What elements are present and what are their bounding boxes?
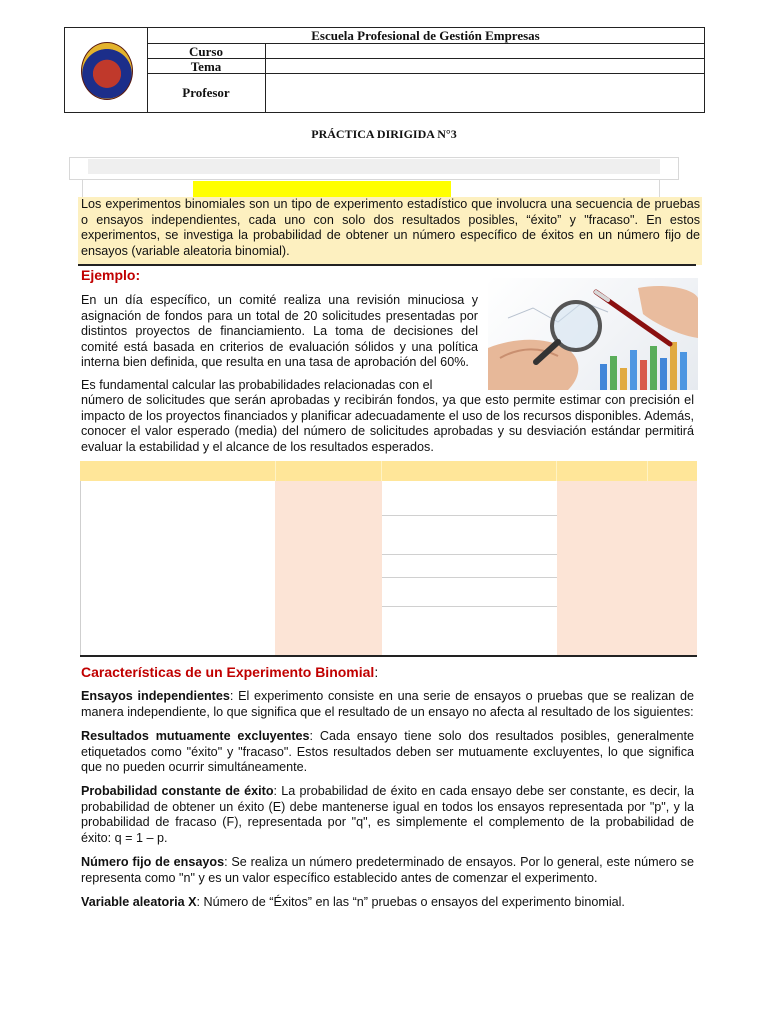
characteristic-term: Número fijo de ensayos: [81, 855, 225, 869]
characteristic-term: Probabilidad constante de éxito: [81, 784, 274, 798]
table-header: [80, 461, 697, 481]
characteristic-item: [81, 689, 694, 720]
practice-title: PRÁCTICA DIRIGIDA N°3: [311, 127, 457, 141]
characteristic-item: [81, 784, 694, 846]
profesor-row: [147, 74, 704, 112]
characteristic-text: : Se realiza un número predeterminado de ensayos. Por lo general, este número se representa como "n" y es un valor específico establecido antes de comenzar el experimento.: [81, 855, 694, 885]
intro-box: [78, 197, 702, 265]
characteristic-term: Resultados mutuamente excluyentes: [81, 729, 310, 743]
example-paragraph-1: En un día específico, un comité realiza una revisión minuciosa y asignación de fondos para un total de 20 solicitudes presentadas por distintos proyectos de financiamiento. La toma de decisiones del comité está basada en criterios de evaluación sólidos y una política interna bien definida, que resulta en una tasa de aprobación del 60%.: [81, 293, 478, 370]
magnifier-chart-photo: [488, 278, 698, 390]
university-seal-logo: [81, 42, 133, 100]
curso-label: Curso: [147, 44, 266, 58]
table-body: [80, 481, 697, 657]
divider: [78, 264, 696, 266]
logo-cell: [65, 28, 148, 112]
blank-title-box: [69, 157, 679, 180]
characteristic-item: [81, 895, 694, 911]
tema-row: [147, 59, 704, 74]
school-name: Escuela Profesional de Gestión Empresas: [311, 28, 540, 43]
table-divider: [80, 655, 697, 657]
header-table: [64, 27, 705, 113]
profesor-label: Profesor: [147, 74, 266, 112]
data-table: [80, 461, 697, 657]
school-row: [147, 28, 704, 44]
characteristic-text: : Número de “Éxitos” en las “n” pruebas o ensayos del experimento binomial.: [196, 895, 625, 909]
example-heading: Ejemplo:: [81, 267, 141, 283]
characteristic-term: Ensayos independientes: [81, 689, 230, 703]
characteristic-item: [81, 855, 694, 886]
characteristic-text: : La probabilidad de éxito en cada ensayo debe ser constante, es decir, la probabilidad de obtener un éxito (E) debe mantenerse igual en todos los ensayos representada por "p", y la probabilidad de fracaso (F), representada por "q", es simplemente el complemento de la probabilidad de éxito: q = 1 – p.: [81, 784, 694, 845]
curso-row: [147, 44, 704, 59]
example-paragraph-2b: número de solicitudes que serán aprobadas y recibirán fondos, ya que esto permite estimar con precisión el impacto de los proyectos financiados y planificar adecuadamente el uso de los recursos disponibles. Además, conocer el valor esperado (media) del número de solicitudes aprobadas y su desviación estándar permitirá evaluar la estabilidad y el alcance de los resultados esperados.: [81, 393, 694, 454]
characteristic-text: : El experimento consiste en una serie de ensayos o pruebas que se realizan de manera independiente, lo que significa que el resultado de un ensayo no afecta al resultado de los siguientes:: [81, 689, 695, 719]
characteristics-heading: [81, 664, 378, 680]
characteristic-text: : Cada ensayo tiene solo dos resultados posibles, generalmente etiquetados como "éxito" y "fracaso". Estos resultados deben ser mutuamente excluyentes, lo que significa que no pueden ocurrir simultáneamente.: [81, 729, 694, 774]
highlight-bar: [193, 181, 451, 198]
tema-label: Tema: [147, 59, 266, 73]
characteristic-item: [81, 729, 694, 776]
intro-text: Los experimentos binomiales son un tipo de experimento estadístico que involucra una secuencia de pruebas o ensayos independientes, cada uno con solo dos resultados posibles, “éxito” y "fracaso". En estos experimentos, se investiga la probabilidad de obtener un número específico de éxitos en un número fijo de ensayos (variable aleatoria binomial).: [81, 197, 700, 258]
characteristic-term: Variable aleatoria X: [81, 895, 197, 909]
characteristics-heading-text: Características de un Experimento Binomial: [81, 664, 375, 680]
characteristics-heading-colon: :: [374, 664, 379, 680]
example-paragraph-2a: Es fundamental calcular las probabilidades relacionadas con el: [81, 378, 433, 392]
